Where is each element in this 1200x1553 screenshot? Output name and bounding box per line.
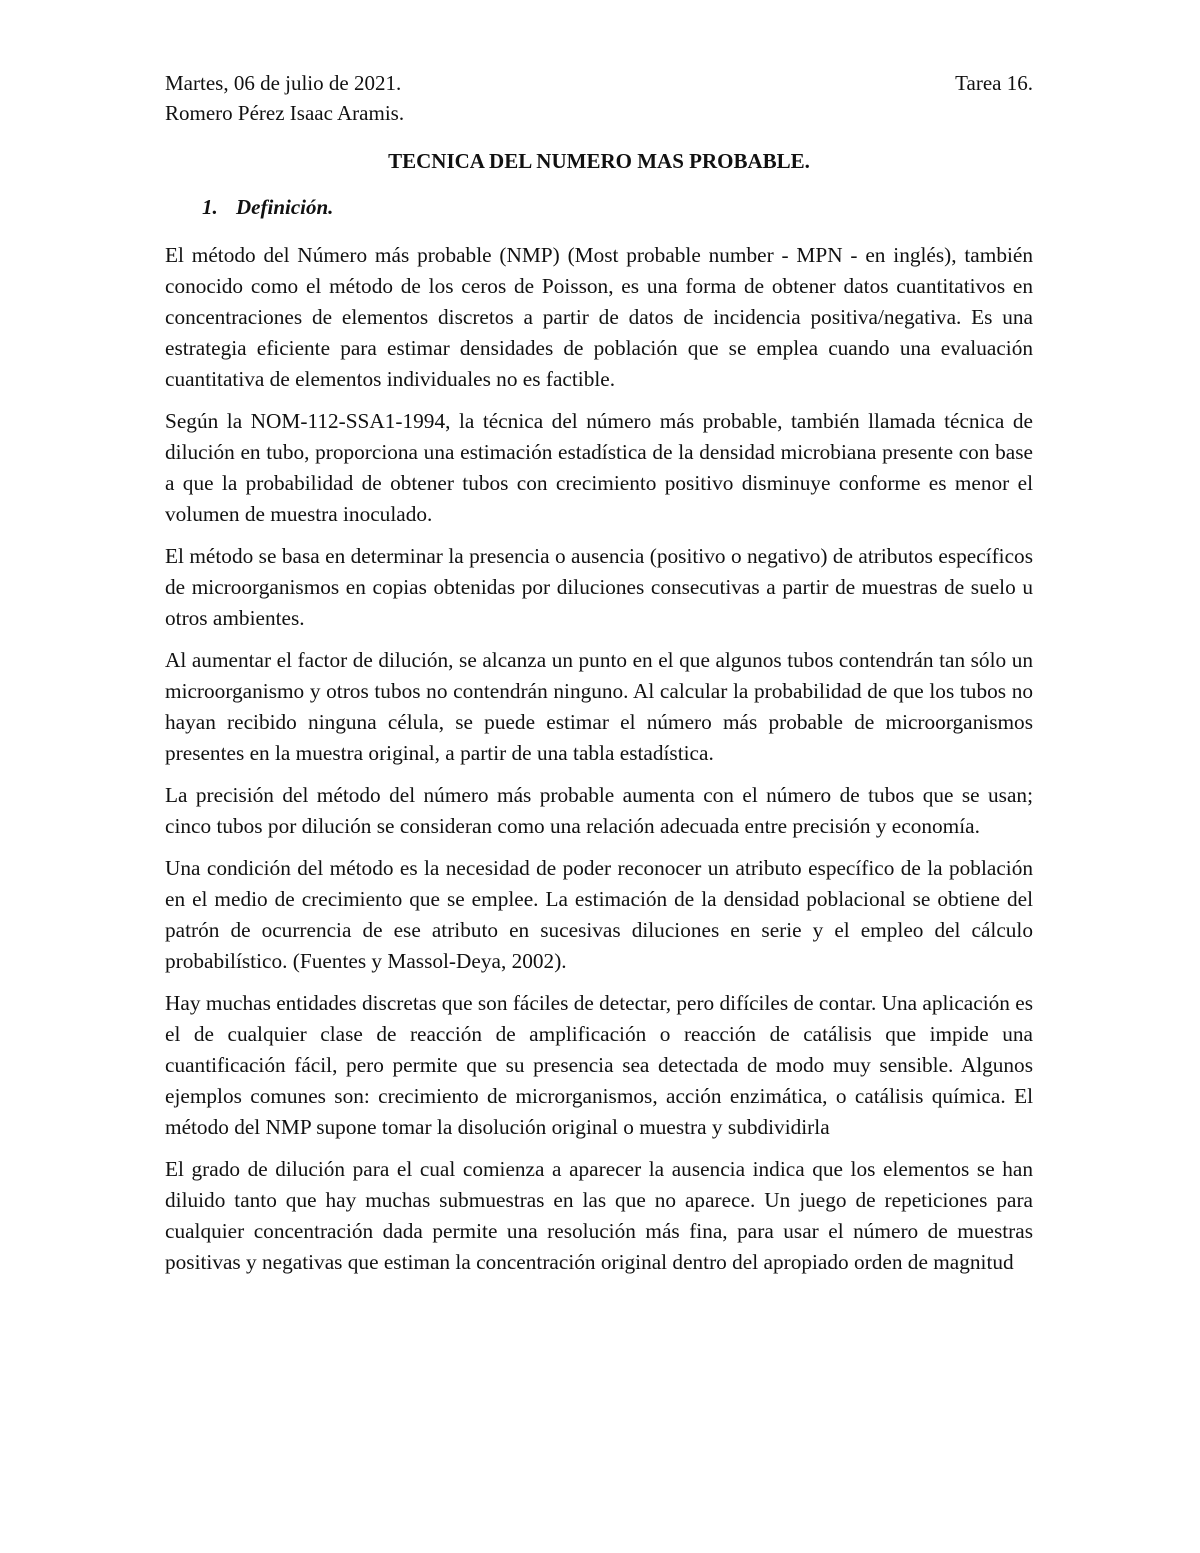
paragraph: Hay muchas entidades discretas que son fáciles de detectar, pero difíciles de contar. Una aplicación es el de cualquier clase de reacción de amplificación o reacción de catálisis que impide una cuantificación fácil, pero permite que su presencia sea detectada de modo muy sensible. Algunos ejemplos comunes son: crecimiento de microrganismos, acción enzimática, o catálisis química. El método del NMP supone tomar la disolución original o muestra y subdividirla [165, 991, 1033, 1139]
header-assignment: Tarea 16. [955, 71, 1033, 95]
section-heading [165, 192, 1033, 222]
document-title: TECNICA DEL NUMERO MAS PROBABLE. [388, 149, 810, 173]
paragraph: El método del Número más probable (NMP) (Most probable number - MPN - en inglés), también conocido como el método de los ceros de Poisson, es una forma de obtener datos cuantitativos en concentraciones de elementos discretos a partir de datos de incidencia positiva/negativa. Es una estrategia eficiente para estimar densidades de población que se emplea cuando una evaluación cuantitativa de elementos individuales no es factible. [165, 243, 1033, 391]
paragraph: El grado de dilución para el cual comienza a aparecer la ausencia indica que los elementos se han diluido tanto que hay muchas submuestras en las que no aparece. Un juego de repeticiones para cualquier concentración dada permite una resolución más fina, para usar el número de muestras positivas y negativas que estiman la concentración original dentro del apropiado orden de magnitud [165, 1157, 1033, 1274]
paragraph: Una condición del método es la necesidad de poder reconocer un atributo específico de la población en el medio de crecimiento que se emplee. La estimación de la densidad poblacional se obtiene del patrón de ocurrencia de ese atributo en sucesivas diluciones en serie y el empleo del cálculo probabilístico. (Fuentes y Massol-Deya, 2002). [165, 856, 1033, 973]
paragraph: La precisión del método del número más probable aumenta con el número de tubos que se usan; cinco tubos por dilución se consideran como una relación adecuada entre precisión y economía. [165, 783, 1033, 838]
document-page [165, 68, 1033, 1278]
paragraph: El método se basa en determinar la presencia o ausencia (positivo o negativo) de atributos específicos de microorganismos en copias obtenidas por diluciones consecutivas a partir de muestras de suelo u otros ambientes. [165, 544, 1033, 630]
section-heading-text: Definición. [236, 195, 334, 219]
paragraph: Al aumentar el factor de dilución, se alcanza un punto en el que algunos tubos contendrán tan sólo un microorganismo y otros tubos no contendrán ninguno. Al calcular la probabilidad de que los tubos no hayan recibido ninguna célula, se puede estimar el número más probable de microorganismos presentes en la muestra original, a partir de una tabla estadística. [165, 648, 1033, 765]
section-number: 1. [202, 195, 218, 219]
header-date: Martes, 06 de julio de 2021. [165, 71, 402, 95]
header-author: Romero Pérez Isaac Aramis. [165, 101, 405, 125]
header-row [165, 68, 1033, 98]
paragraph: Según la NOM-112-SSA1-1994, la técnica del número más probable, también llamada técnica de dilución en tubo, proporciona una estimación estadística de la densidad microbiana presente con base a que la probabilidad de obtener tubos con crecimiento positivo disminuye conforme es menor el volumen de muestra inoculado. [165, 409, 1033, 526]
